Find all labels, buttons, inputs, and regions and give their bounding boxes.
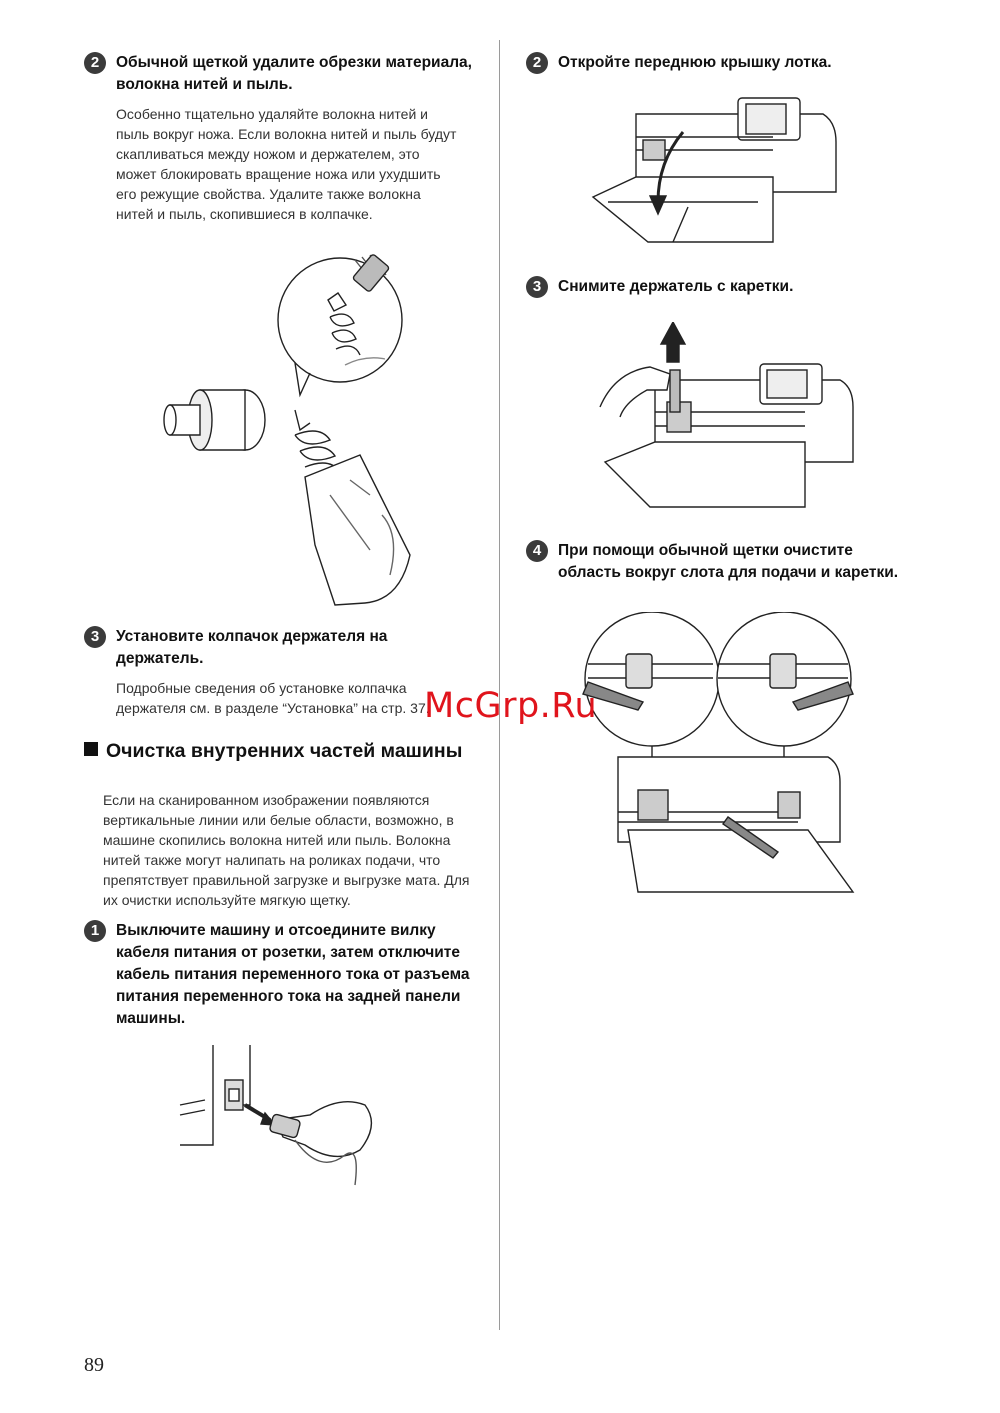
step-body: Особенно тщательно удаляйте волокна нитей и пыль вокруг ножа. Если волокна нитей и пыль будут скапливаться между ножом и держателем, это может блокировать вращение ножа или ухудшить его режущие свойства. Удалите также волокна нитей и пыль, скопившиеся в колпачке. — [116, 106, 457, 222]
step-title: Откройте переднюю крышку лотка. — [558, 54, 832, 71]
section-square-icon — [84, 742, 98, 756]
step-title: Выключите машину и отсоедините вилку кабеля питания от розетки, затем отключите кабель питания переменного тока от разъема питания переменного тока на задней панели машины. — [116, 922, 470, 1027]
step-title: Обычной щеткой удалите обрезки материала, волокна нитей и пыль. — [116, 54, 472, 93]
step-number-badge: 3 — [526, 276, 548, 298]
step-number-badge: 1 — [84, 920, 106, 942]
section-body: Если на сканированном изображении появляются вертикальные линии или белые области, возможно, в машине скопились волокна нитей или пыль. Волокна нитей также могут налипать на роликах подачи, что препятствует правильной загрузке и выгрузке мата. Для их очистки используйте мягкую щетку. — [103, 792, 470, 908]
open-front-tray-cover-illustration — [588, 92, 843, 252]
watermark: McGrp.Ru — [424, 686, 598, 726]
clean-feed-slot-illustration — [578, 612, 860, 897]
page-number: 89 — [84, 1354, 104, 1376]
right-step-3 — [526, 276, 966, 298]
right-step-2 — [526, 52, 966, 74]
step-number-badge: 3 — [84, 626, 106, 648]
section-title: Очистка внутренних частей машины — [106, 740, 463, 762]
step-title: Снимите держатель с каретки. — [558, 278, 794, 295]
step-number-badge: 2 — [526, 52, 548, 74]
step-number-badge: 4 — [526, 540, 548, 562]
left-step-1 — [84, 920, 484, 1030]
column-divider — [499, 40, 500, 1330]
step-body: Подробные сведения об установке колпачка держателя см. в разделе “Установка” на стр. 37. — [116, 680, 430, 716]
remove-holder-from-carriage-illustration — [595, 322, 860, 512]
step-number-badge: 2 — [84, 52, 106, 74]
right-step-4 — [526, 540, 966, 584]
power-cable-unplug-illustration — [175, 1045, 385, 1195]
step-title: При помощи обычной щетки очистите область вокруг слота для подачи и каретки. — [558, 542, 899, 581]
cutter-holder-brush-illustration — [150, 245, 420, 610]
section-heading — [84, 738, 484, 764]
step-title: Установите колпачок держателя на держатель. — [116, 628, 388, 667]
left-step-2 — [84, 52, 484, 224]
